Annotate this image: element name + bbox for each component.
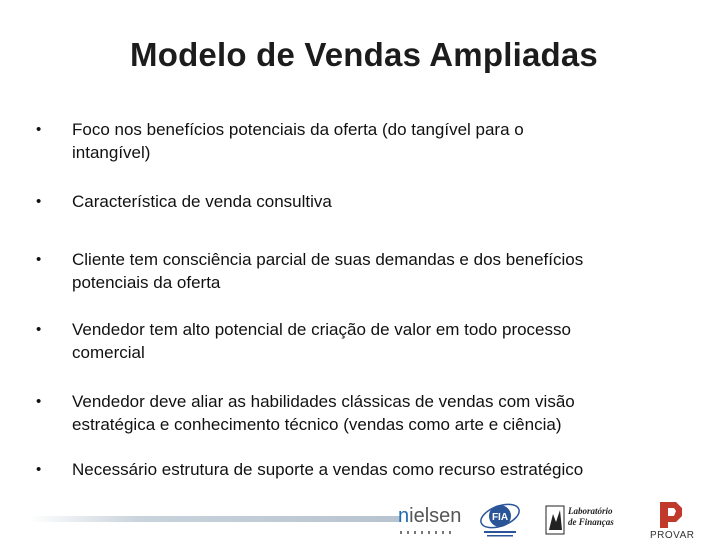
bullet-item xyxy=(30,190,332,213)
bullet-text-line: intangível) xyxy=(72,143,151,162)
bullet-text-line: comercial xyxy=(72,343,145,362)
bullet-text-line: Necessário estrutura de suporte a vendas como recurso estratégico xyxy=(72,460,584,479)
bullet-item xyxy=(30,390,575,436)
bullet-item xyxy=(30,248,583,294)
bullet-item xyxy=(30,118,524,164)
laboratorio-logo-text xyxy=(568,506,614,528)
slide-title: Modelo de Vendas Ampliadas xyxy=(130,36,598,73)
bullet-dot: • xyxy=(36,321,42,338)
laboratorio-line1: Laboratório xyxy=(568,506,613,516)
nielsen-logo xyxy=(398,505,461,528)
bullet-dot: • xyxy=(36,121,42,138)
bullet-text-line: Cliente tem consciência parcial de suas demandas e dos benefícios xyxy=(72,250,584,269)
bullet-text-line: Vendedor tem alto potencial de criação de valor em todo processo xyxy=(72,320,571,339)
bullet-dot: • xyxy=(36,461,42,478)
fia-logo-text: FIA xyxy=(491,512,509,523)
bullet-dot: • xyxy=(36,393,42,410)
bullet-text-line: Vendedor deve aliar as habilidades clássicas de vendas com visão xyxy=(72,392,575,411)
bullet-dot: • xyxy=(36,251,42,268)
bullet-text-line: Foco nos benefícios potenciais da oferta (do tangível para o xyxy=(72,120,524,139)
provar-logo-text: PROVAR xyxy=(650,530,695,541)
fia-logo xyxy=(476,496,524,540)
laboratorio-line2: de Finanças xyxy=(568,517,614,527)
footer-divider xyxy=(28,516,400,522)
bullet-text-line: estratégica e conhecimento técnico (vendas como arte e ciência) xyxy=(72,415,562,434)
bullet-text-line: Característica de venda consultiva xyxy=(72,192,332,211)
nielsen-logo-rest: ielsen xyxy=(409,505,462,527)
bullet-item xyxy=(30,318,571,364)
bullet-dot: • xyxy=(36,193,42,210)
nielsen-logo-n: n xyxy=(398,505,410,527)
bullet-item xyxy=(30,458,583,481)
nielsen-logo-dots xyxy=(400,531,456,534)
bullet-text-line: potenciais da oferta xyxy=(72,273,221,292)
